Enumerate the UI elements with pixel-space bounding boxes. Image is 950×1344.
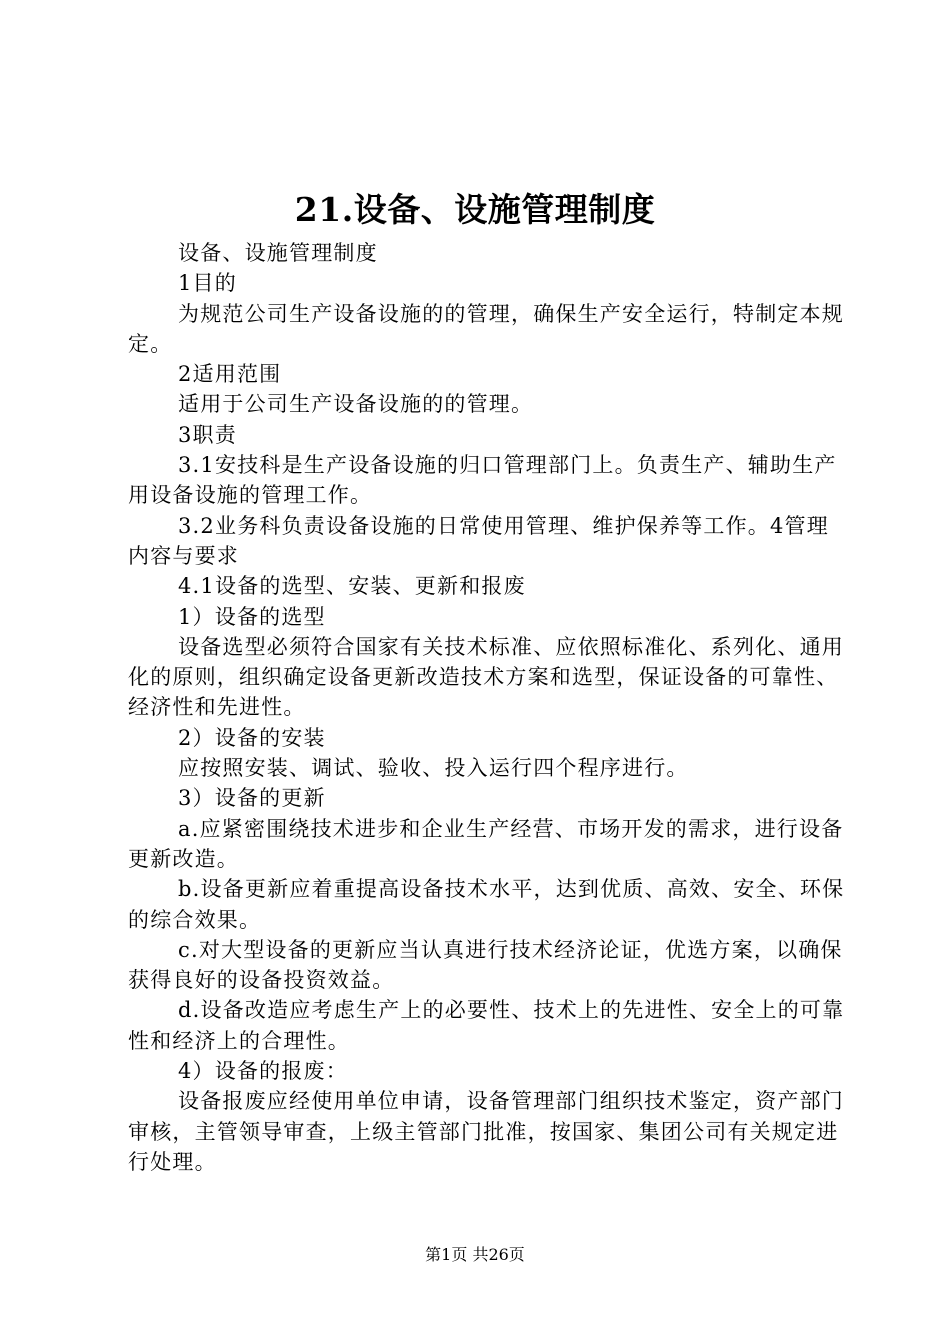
document-body	[128, 238, 848, 1177]
paragraph: d.设备改造应考虑生产上的必要性、技术上的先进性、安全上的可靠性和经济上的合理性。	[128, 998, 845, 1053]
paragraph: 设备、设施管理制度	[178, 241, 378, 265]
paragraph: 4.1设备的选型、安装、更新和报废	[178, 574, 526, 599]
paragraph: 1）设备的选型	[178, 604, 326, 629]
page-footer: 第1页 共26页	[425, 1245, 525, 1264]
paragraph: 设备报废应经使用单位申请，设备管理部门组织技术鉴定，资产部门审核，主管领导审查，上级主管部门批准，按国家、集团公司有关规定进行处理。	[128, 1089, 844, 1174]
paragraph: 设备选型必须符合国家有关技术标准、应依照标准化、系列化、通用化的原则，组织确定设备更新改造技术方案和选型，保证设备的可靠性、经济性和先进性。	[128, 634, 844, 720]
document-title: 21.设备、设施管理制度	[294, 190, 656, 229]
paragraph: 应按照安装、调试、验收、投入运行四个程序进行。	[178, 756, 689, 781]
paragraph: b.设备更新应着重提高设备技术水平，达到优质、高效、安全、环保的综合效果。	[128, 877, 845, 932]
paragraph: 适用于公司生产设备设施的的管理。	[178, 392, 534, 417]
paragraph: c.对大型设备的更新应当认真进行技术经济论证，优选方案，以确保获得良好的设备投资效益。	[128, 937, 843, 993]
paragraph: a.应紧密围绕技术进步和企业生产经营、市场开发的需求，进行设备更新改造。	[128, 816, 844, 871]
paragraph: 4）设备的报废：	[178, 1059, 348, 1084]
paragraph: 2适用范围	[178, 362, 282, 387]
paragraph: 3.2业务科负责设备设施的日常使用管理、维护保养等工作。4管理内容与要求	[128, 513, 829, 568]
paragraph: 3职责	[178, 422, 237, 447]
paragraph: 3）设备的更新	[178, 786, 326, 811]
paragraph: 2）设备的安装	[178, 725, 326, 750]
paragraph: 为规范公司生产设备设施的的管理，确保生产安全运行，特制定本规定。	[128, 301, 844, 356]
paragraph: 3.1安技科是生产设备设施的归口管理部门上。负责生产、辅助生产用设备设施的管理工作。	[128, 453, 837, 508]
paragraph: 1目的	[178, 271, 237, 296]
